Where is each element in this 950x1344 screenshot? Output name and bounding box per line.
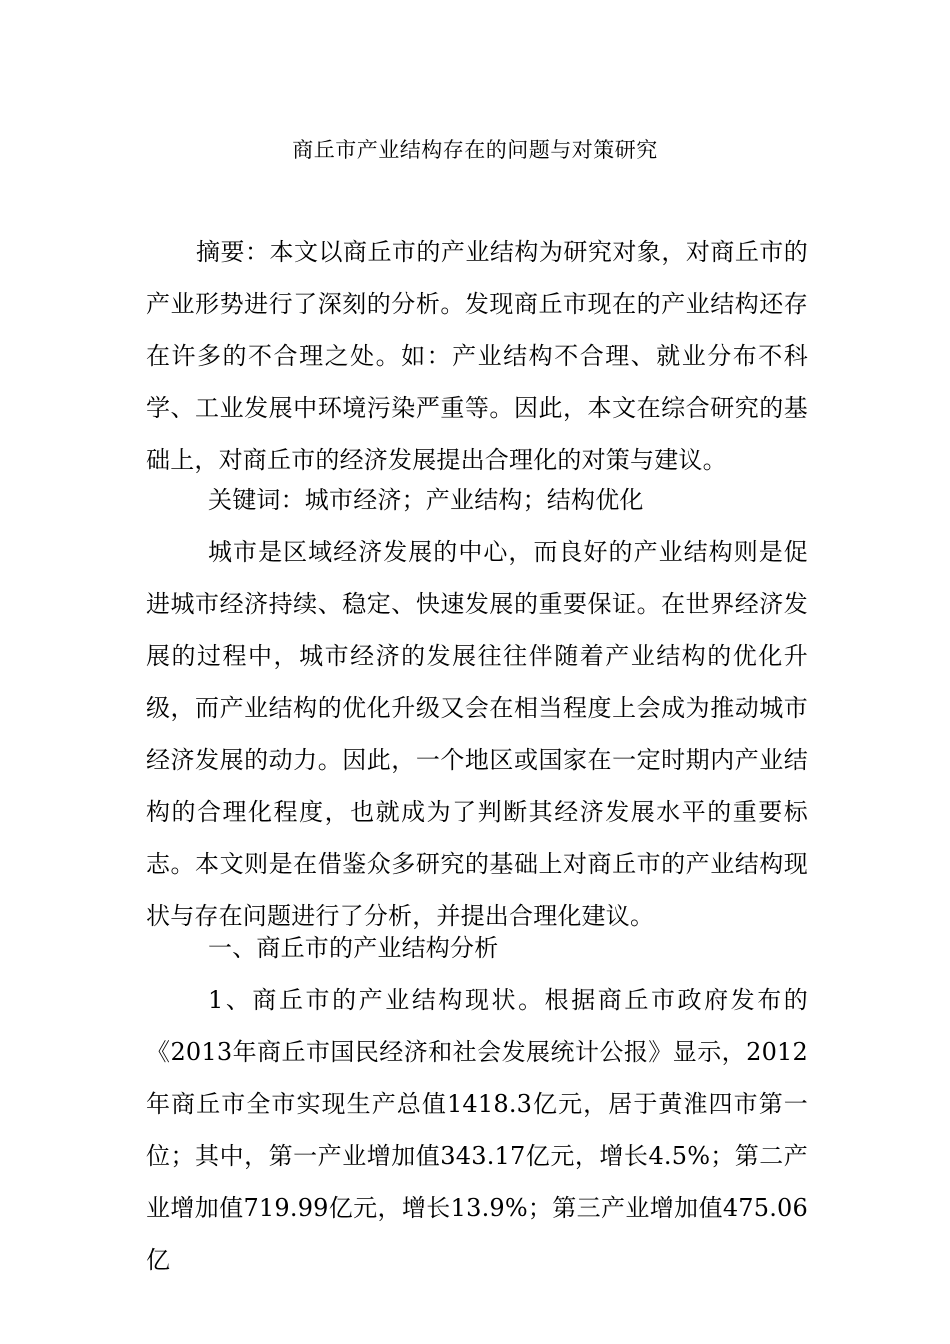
abstract-paragraph: 摘要：本文以商丘市的产业结构为研究对象，对商丘市的产业形势进行了深刻的分析。发现商丘市现在的产业结构还存在许多的不合理之处。如：产业结构不合理、就业分布不科学、工业发展中环境污染严重等。因此，本文在综合研究的基础上，对商丘市的经济发展提出合理化的对策与建议。 (146, 238, 808, 474)
intro-paragraph: 城市是区域经济发展的中心，而良好的产业结构则是促进城市经济持续、稳定、快速发展的重要保证。在世界经济发展的过程中，城市经济的发展往往伴随着产业结构的优化升级，而产业结构的优化升级又会在相当程度上会成为推动城市经济发展的动力。因此，一个地区或国家在一定时期内产业结构的合理化程度，也就成为了判断其经济发展水平的重要标志。本文则是在借鉴众多研究的基础上对商丘市的产业结构现状与存在问题进行了分析，并提出合理化建议。 (146, 538, 808, 930)
keywords-line: 关键词：城市经济；产业结构；结构优化 (208, 486, 644, 514)
section-heading: 一、商丘市的产业结构分析 (208, 934, 499, 962)
document-title: 商丘市产业结构存在的问题与对策研究 (292, 138, 658, 162)
section-paragraph: 1、商丘市的产业结构现状。根据商丘市政府发布的《2013年商丘市国民经济和社会发展统计公报》显示，2012年商丘市全市实现生产总值1418.3亿元，居于黄淮四市第一位；其中，第一产业增加值343.17亿元，增长4.5%；第二产业增加值719.99亿元，增长13.9%；第三产业增加值475.06亿 (146, 986, 808, 1274)
